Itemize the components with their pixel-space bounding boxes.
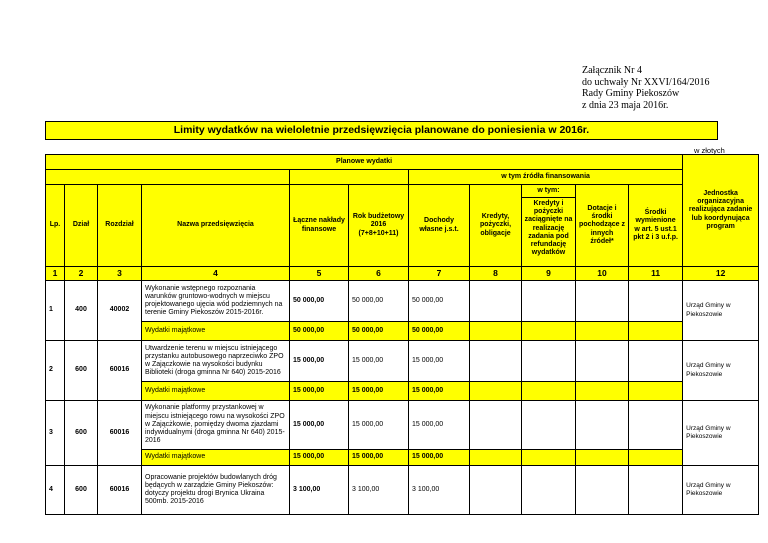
subtotal-total: 15 000,00 xyxy=(290,450,349,466)
subtotal-total: 15 000,00 xyxy=(290,382,349,401)
row-unit-org: Urząd Gminy w Piekoszowie xyxy=(683,401,759,466)
subtotal-budget: 50 000,00 xyxy=(349,322,409,341)
header-row-columns xyxy=(46,185,759,267)
row-name: Wykonanie wstępnego rozpoznania warunków gruntowo-wodnych w miejscu projektowanego ujęcia wód podziemnych na terenie Gminy Piekoszów 2015-2016r. xyxy=(142,281,290,322)
row-dzial: 600 xyxy=(65,466,98,515)
row-lp: 1 xyxy=(46,281,65,341)
name-header: Nazwa przedsięwzięcia xyxy=(142,185,290,267)
row-dzial: 600 xyxy=(65,401,98,466)
column-number: 6 xyxy=(349,267,409,281)
credits-header: Kredyty, pożyczki, obligacje xyxy=(470,185,522,267)
row-lp: 2 xyxy=(46,341,65,401)
row-rozdzial: 60016 xyxy=(98,466,142,515)
subtotal-own: 15 000,00 xyxy=(409,382,470,401)
column-number: 10 xyxy=(576,267,629,281)
total-header: Łączne nakłady finansowe xyxy=(290,185,349,267)
grants-header: Dotacje i środki pochodzące z innych źródeł* xyxy=(576,185,629,267)
subtotal-row xyxy=(46,322,759,341)
row-rozdzial: 40002 xyxy=(98,281,142,341)
subtotal-own: 50 000,00 xyxy=(409,322,470,341)
unit-label: w złotych xyxy=(694,146,725,155)
row-total: 50 000,00 xyxy=(290,281,349,322)
row-name: Opracowanie projektów budowlanych dróg będących w zarządzie Gminy Piekoszów: dotyczy projektu drogi Brynica Ukraina 500mb. 2015-2016 xyxy=(142,466,290,515)
column-number: 9 xyxy=(522,267,576,281)
annex-note xyxy=(582,65,709,111)
subtotal-label: Wydatki majątkowe xyxy=(142,450,290,466)
row-unit-org: Urząd Gminy w Piekoszowie xyxy=(683,281,759,341)
unit-org-header: Jednostka organizacyjna realizująca zadanie lub koordynująca program xyxy=(683,155,759,267)
document-title: Limity wydatków na wieloletnie przedsięwzięcia planowane do poniesienia w 2016r. xyxy=(45,121,718,140)
subtotal-budget: 15 000,00 xyxy=(349,382,409,401)
row-own: 3 100,00 xyxy=(409,466,470,515)
expenditure-table xyxy=(45,154,759,515)
subtotal-label: Wydatki majątkowe xyxy=(142,382,290,401)
row-rozdzial: 60016 xyxy=(98,401,142,466)
column-number: 1 xyxy=(46,267,65,281)
row-lp: 4 xyxy=(46,466,65,515)
annex-line-3: Rady Gminy Piekoszów xyxy=(582,88,680,99)
table-row xyxy=(46,281,759,322)
subtotal-row xyxy=(46,450,759,466)
row-total: 3 100,00 xyxy=(290,466,349,515)
of-which-header: w tym: xyxy=(522,185,575,198)
of-which-cell xyxy=(522,185,576,267)
dzial-header: Dział xyxy=(65,185,98,267)
sources-header: w tym źródła finansowania xyxy=(409,170,683,185)
planned-expenses-header: Planowe wydatki xyxy=(46,155,683,170)
lp-header: Lp. xyxy=(46,185,65,267)
row-total: 15 000,00 xyxy=(290,341,349,382)
row-total: 15 000,00 xyxy=(290,401,349,450)
table-row xyxy=(46,401,759,450)
column-number: 4 xyxy=(142,267,290,281)
subtotal-budget: 15 000,00 xyxy=(349,450,409,466)
row-own: 15 000,00 xyxy=(409,341,470,382)
header-row-sources xyxy=(46,170,759,185)
annex-line-2: do uchwały Nr XXVI/164/2016 xyxy=(582,76,710,88)
row-unit-org: Urząd Gminy w Piekoszowie xyxy=(683,341,759,401)
row-own: 15 000,00 xyxy=(409,401,470,450)
table-row xyxy=(46,466,759,515)
row-budget: 15 000,00 xyxy=(349,341,409,382)
row-name: Wykonanie platformy przystankowej w miejscu istniejącego rowu na wysokości ZPO w Zającżkowie, pomiędzy dwoma zjazdami indywidualnymi (droga gminna Nr 640) 2015-2016 xyxy=(142,401,290,450)
budget-header: Rok budżetowy 2016 (7+8+10+11) xyxy=(349,185,409,267)
row-name: Utwardzenie terenu w miejscu istniejącego przystanku autobusowego naprzeciwko ZPO w Zajączkowie na wysokości budynku Biblioteki (droga gminna Nr 640) 2015-2016 xyxy=(142,341,290,382)
row-dzial: 600 xyxy=(65,341,98,401)
column-number: 8 xyxy=(470,267,522,281)
row-budget: 50 000,00 xyxy=(349,281,409,322)
annex-line-4: z dnia 23 maja 2016r. xyxy=(582,99,669,111)
row-dzial: 400 xyxy=(65,281,98,341)
row-unit-org: Urząd Gminy w Piekoszowie xyxy=(683,466,759,515)
row-lp: 3 xyxy=(46,401,65,466)
column-number: 3 xyxy=(98,267,142,281)
subtotal-own: 15 000,00 xyxy=(409,450,470,466)
column-number: 2 xyxy=(65,267,98,281)
subtotal-row xyxy=(46,382,759,401)
column-number: 5 xyxy=(290,267,349,281)
column-numbers-row xyxy=(46,267,759,281)
column-number: 12 xyxy=(683,267,759,281)
rozdzial-header: Rozdział xyxy=(98,185,142,267)
own-income-header: Dochody własne j.s.t. xyxy=(409,185,470,267)
row-rozdzial: 60016 xyxy=(98,341,142,401)
row-budget: 3 100,00 xyxy=(349,466,409,515)
table-row xyxy=(46,341,759,382)
row-budget: 15 000,00 xyxy=(349,401,409,450)
column-number: 7 xyxy=(409,267,470,281)
subtotal-label: Wydatki majątkowe xyxy=(142,322,290,341)
art5-header: Środki wymienione w art. 5 ust.1 pkt 2 i 3 u.f.p. xyxy=(629,185,683,267)
subtotal-total: 50 000,00 xyxy=(290,322,349,341)
column-number: 11 xyxy=(629,267,683,281)
header-row-planned xyxy=(46,155,759,170)
annex-line-1: Załącznik Nr 4 xyxy=(582,65,642,76)
row-own: 50 000,00 xyxy=(409,281,470,322)
loans-header: Kredyty i pożyczki zaciągnięte na realizację zadania pod refundację wydatków xyxy=(524,200,573,257)
